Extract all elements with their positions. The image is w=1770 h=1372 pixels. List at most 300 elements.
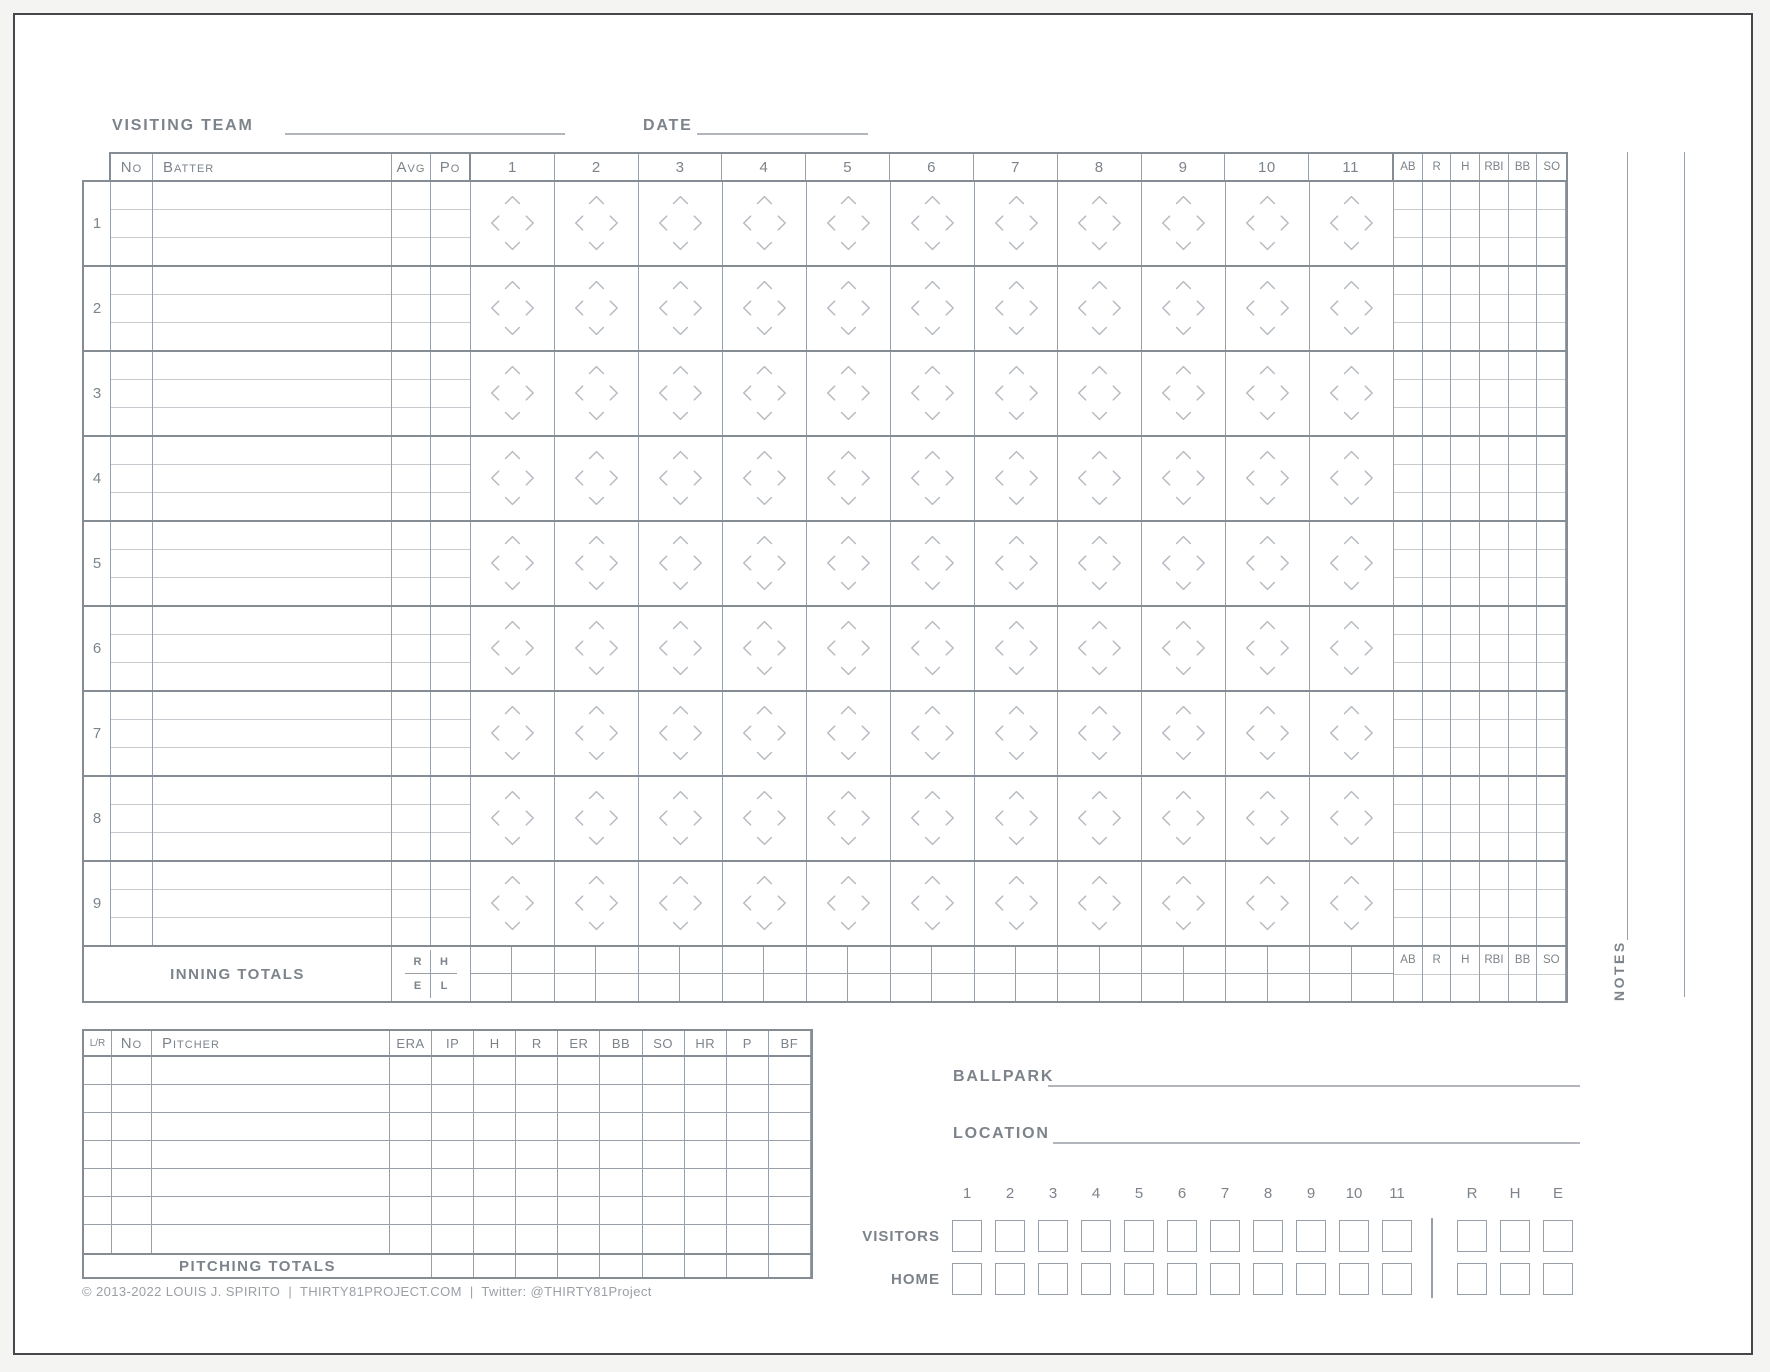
avg-cell[interactable]: [392, 322, 430, 350]
stat-cell[interactable]: [1537, 522, 1565, 549]
stat-cell[interactable]: [1537, 607, 1565, 634]
pitcher-number-cell[interactable]: [112, 1225, 152, 1253]
stat-cell[interactable]: [1480, 607, 1508, 634]
inning-scoring-cell[interactable]: [555, 777, 639, 860]
pitcher-hand-cell[interactable]: [84, 1057, 112, 1084]
inning-scoring-cell[interactable]: [555, 607, 639, 690]
inning-total-subcell[interactable]: [596, 974, 637, 1001]
avg-cell[interactable]: [392, 379, 430, 407]
linescore-inning-box[interactable]: [1296, 1263, 1326, 1295]
inning-scoring-cell[interactable]: [807, 437, 891, 520]
inning-scoring-cell[interactable]: [723, 692, 807, 775]
stat-cell[interactable]: [1509, 322, 1537, 350]
avg-cell[interactable]: [392, 577, 430, 605]
position-cell[interactable]: [431, 267, 470, 294]
inning-scoring-cell[interactable]: [555, 267, 639, 350]
batter-name-cell[interactable]: [153, 832, 391, 860]
stat-cell[interactable]: [1537, 862, 1565, 889]
player-number-cell[interactable]: [111, 407, 152, 435]
pitcher-stat-cell[interactable]: [516, 1141, 558, 1168]
inning-scoring-cell[interactable]: [555, 862, 639, 945]
stat-cell[interactable]: [1480, 522, 1508, 549]
inning-scoring-cell[interactable]: [1226, 862, 1310, 945]
pitcher-stat-cell[interactable]: [516, 1057, 558, 1084]
stat-cell[interactable]: [1394, 692, 1422, 719]
inning-scoring-cell[interactable]: [807, 182, 891, 265]
position-cell[interactable]: [431, 747, 470, 775]
pitcher-stat-cell[interactable]: [390, 1113, 432, 1140]
inning-scoring-cell[interactable]: [471, 182, 555, 265]
stat-cell[interactable]: [1480, 862, 1508, 889]
pitcher-stat-cell[interactable]: [769, 1169, 811, 1196]
inning-scoring-cell[interactable]: [1310, 267, 1394, 350]
pitcher-stat-cell[interactable]: [685, 1057, 727, 1084]
inning-scoring-cell[interactable]: [639, 777, 723, 860]
stat-total-cell[interactable]: [1394, 974, 1422, 1002]
linescore-inning-box[interactable]: [1339, 1263, 1369, 1295]
inning-scoring-cell[interactable]: [975, 352, 1059, 435]
inning-scoring-cell[interactable]: [1142, 182, 1226, 265]
inning-scoring-cell[interactable]: [1142, 777, 1226, 860]
stat-cell[interactable]: [1423, 777, 1451, 804]
linescore-rhe-box[interactable]: [1500, 1263, 1530, 1295]
pitcher-number-cell[interactable]: [112, 1113, 152, 1140]
stat-cell[interactable]: [1394, 522, 1422, 549]
location-input-line[interactable]: [1053, 1142, 1580, 1144]
pitcher-stat-cell[interactable]: [685, 1113, 727, 1140]
stat-total-cell[interactable]: [1509, 974, 1537, 1002]
pitcher-stat-cell[interactable]: [558, 1057, 600, 1084]
pitcher-stat-cell[interactable]: [558, 1141, 600, 1168]
position-cell[interactable]: [431, 862, 470, 889]
inning-scoring-cell[interactable]: [639, 352, 723, 435]
inning-total-subcell[interactable]: [848, 947, 889, 974]
player-number-cell[interactable]: [111, 322, 152, 350]
stat-cell[interactable]: [1451, 719, 1479, 747]
stat-cell[interactable]: [1509, 777, 1537, 804]
position-cell[interactable]: [431, 917, 470, 945]
stat-cell[interactable]: [1423, 549, 1451, 577]
pitcher-stat-cell[interactable]: [643, 1085, 685, 1112]
stat-cell[interactable]: [1423, 267, 1451, 294]
avg-cell[interactable]: [392, 267, 430, 294]
pitcher-stat-cell[interactable]: [727, 1169, 769, 1196]
linescore-inning-box[interactable]: [1081, 1220, 1111, 1252]
stat-cell[interactable]: [1451, 267, 1479, 294]
batter-name-cell[interactable]: [153, 267, 391, 294]
pitcher-number-cell[interactable]: [112, 1141, 152, 1168]
batter-name-cell[interactable]: [153, 719, 391, 747]
inning-total-subcell[interactable]: [1352, 974, 1393, 1001]
linescore-inning-box[interactable]: [995, 1220, 1025, 1252]
inning-scoring-cell[interactable]: [1310, 352, 1394, 435]
stat-cell[interactable]: [1451, 747, 1479, 775]
stat-cell[interactable]: [1480, 634, 1508, 662]
pitcher-stat-cell[interactable]: [643, 1197, 685, 1224]
pitcher-stat-cell[interactable]: [727, 1225, 769, 1253]
inning-scoring-cell[interactable]: [807, 777, 891, 860]
inning-scoring-cell[interactable]: [1310, 522, 1394, 605]
stat-cell[interactable]: [1509, 634, 1537, 662]
inning-total-subcell[interactable]: [1352, 947, 1393, 974]
stat-cell[interactable]: [1480, 692, 1508, 719]
inning-scoring-cell[interactable]: [975, 777, 1059, 860]
stat-cell[interactable]: [1451, 522, 1479, 549]
pitcher-stat-cell[interactable]: [474, 1113, 516, 1140]
pitcher-stat-cell[interactable]: [727, 1141, 769, 1168]
inning-total-subcell[interactable]: [1226, 974, 1267, 1001]
pitcher-stat-cell[interactable]: [727, 1197, 769, 1224]
player-number-cell[interactable]: [111, 209, 152, 237]
pitcher-stat-cell[interactable]: [432, 1169, 474, 1196]
stat-cell[interactable]: [1423, 522, 1451, 549]
batter-name-cell[interactable]: [153, 437, 391, 464]
inning-scoring-cell[interactable]: [639, 437, 723, 520]
linescore-inning-box[interactable]: [1124, 1263, 1154, 1295]
inning-total-subcell[interactable]: [639, 974, 680, 1001]
linescore-inning-box[interactable]: [1296, 1220, 1326, 1252]
pitcher-stat-cell[interactable]: [432, 1113, 474, 1140]
stat-cell[interactable]: [1423, 719, 1451, 747]
inning-total-subcell[interactable]: [1016, 974, 1057, 1001]
stat-cell[interactable]: [1509, 492, 1537, 520]
linescore-rhe-box[interactable]: [1500, 1220, 1530, 1252]
pitcher-stat-cell[interactable]: [474, 1197, 516, 1224]
inning-total-subcell[interactable]: [764, 974, 805, 1001]
batter-name-cell[interactable]: [153, 777, 391, 804]
linescore-inning-box[interactable]: [1210, 1263, 1240, 1295]
pitcher-stat-cell[interactable]: [685, 1141, 727, 1168]
pitcher-stat-cell[interactable]: [432, 1141, 474, 1168]
inning-total-subcell[interactable]: [1142, 974, 1183, 1001]
stat-cell[interactable]: [1537, 237, 1565, 265]
player-number-cell[interactable]: [111, 607, 152, 634]
inning-total-subcell[interactable]: [596, 947, 637, 974]
position-cell[interactable]: [431, 379, 470, 407]
inning-total-subcell[interactable]: [807, 947, 848, 974]
stat-cell[interactable]: [1480, 804, 1508, 832]
avg-cell[interactable]: [392, 719, 430, 747]
stat-cell[interactable]: [1394, 294, 1422, 322]
pitcher-stat-cell[interactable]: [432, 1225, 474, 1253]
stat-cell[interactable]: [1537, 352, 1565, 379]
pitching-total-cell[interactable]: [432, 1255, 474, 1277]
inning-scoring-cell[interactable]: [1226, 692, 1310, 775]
position-cell[interactable]: [431, 522, 470, 549]
inning-scoring-cell[interactable]: [471, 862, 555, 945]
stat-cell[interactable]: [1394, 407, 1422, 435]
stat-cell[interactable]: [1509, 662, 1537, 690]
stat-cell[interactable]: [1509, 917, 1537, 945]
stat-total-cell[interactable]: [1451, 974, 1479, 1002]
stat-cell[interactable]: [1509, 692, 1537, 719]
stat-cell[interactable]: [1537, 437, 1565, 464]
inning-scoring-cell[interactable]: [1310, 777, 1394, 860]
pitcher-stat-cell[interactable]: [474, 1085, 516, 1112]
linescore-rhe-box[interactable]: [1457, 1220, 1487, 1252]
inning-scoring-cell[interactable]: [891, 267, 975, 350]
inning-scoring-cell[interactable]: [807, 522, 891, 605]
stat-cell[interactable]: [1480, 777, 1508, 804]
player-number-cell[interactable]: [111, 634, 152, 662]
pitcher-stat-cell[interactable]: [390, 1225, 432, 1253]
position-cell[interactable]: [431, 634, 470, 662]
inning-total-subcell[interactable]: [1310, 974, 1351, 1001]
inning-scoring-cell[interactable]: [639, 267, 723, 350]
pitcher-name-cell[interactable]: [152, 1169, 390, 1196]
pitcher-stat-cell[interactable]: [769, 1141, 811, 1168]
position-cell[interactable]: [431, 549, 470, 577]
avg-cell[interactable]: [392, 352, 430, 379]
inning-scoring-cell[interactable]: [555, 437, 639, 520]
inning-total-subcell[interactable]: [1184, 974, 1225, 1001]
inning-scoring-cell[interactable]: [555, 522, 639, 605]
stat-cell[interactable]: [1480, 209, 1508, 237]
inning-scoring-cell[interactable]: [891, 607, 975, 690]
linescore-inning-box[interactable]: [1253, 1220, 1283, 1252]
pitcher-stat-cell[interactable]: [727, 1057, 769, 1084]
inning-total-subcell[interactable]: [512, 947, 553, 974]
stat-cell[interactable]: [1451, 862, 1479, 889]
pitcher-stat-cell[interactable]: [685, 1085, 727, 1112]
batter-name-cell[interactable]: [153, 549, 391, 577]
player-number-cell[interactable]: [111, 492, 152, 520]
stat-total-cell[interactable]: [1537, 974, 1565, 1002]
avg-cell[interactable]: [392, 607, 430, 634]
stat-cell[interactable]: [1537, 634, 1565, 662]
stat-cell[interactable]: [1423, 437, 1451, 464]
stat-cell[interactable]: [1537, 777, 1565, 804]
stat-cell[interactable]: [1394, 322, 1422, 350]
inning-total-subcell[interactable]: [1058, 974, 1099, 1001]
inning-total-subcell[interactable]: [1142, 947, 1183, 974]
stat-cell[interactable]: [1509, 237, 1537, 265]
inning-scoring-cell[interactable]: [1226, 182, 1310, 265]
stat-cell[interactable]: [1537, 577, 1565, 605]
inning-scoring-cell[interactable]: [1142, 522, 1226, 605]
inning-scoring-cell[interactable]: [1226, 352, 1310, 435]
inning-total-subcell[interactable]: [975, 947, 1016, 974]
player-number-cell[interactable]: [111, 464, 152, 492]
stat-cell[interactable]: [1537, 294, 1565, 322]
stat-cell[interactable]: [1509, 522, 1537, 549]
avg-cell[interactable]: [392, 662, 430, 690]
pitcher-stat-cell[interactable]: [474, 1057, 516, 1084]
pitcher-hand-cell[interactable]: [84, 1113, 112, 1140]
stat-cell[interactable]: [1480, 352, 1508, 379]
stat-cell[interactable]: [1451, 352, 1479, 379]
pitcher-stat-cell[interactable]: [643, 1169, 685, 1196]
stat-cell[interactable]: [1480, 917, 1508, 945]
inning-scoring-cell[interactable]: [891, 182, 975, 265]
stat-cell[interactable]: [1394, 577, 1422, 605]
inning-scoring-cell[interactable]: [1226, 267, 1310, 350]
stat-cell[interactable]: [1394, 917, 1422, 945]
stat-cell[interactable]: [1451, 577, 1479, 605]
inning-scoring-cell[interactable]: [723, 437, 807, 520]
inning-scoring-cell[interactable]: [1142, 607, 1226, 690]
batter-name-cell[interactable]: [153, 379, 391, 407]
stat-cell[interactable]: [1394, 437, 1422, 464]
stat-cell[interactable]: [1537, 322, 1565, 350]
pitcher-stat-cell[interactable]: [769, 1057, 811, 1084]
position-cell[interactable]: [431, 492, 470, 520]
pitcher-stat-cell[interactable]: [516, 1197, 558, 1224]
pitcher-number-cell[interactable]: [112, 1197, 152, 1224]
linescore-inning-box[interactable]: [952, 1263, 982, 1295]
stat-cell[interactable]: [1537, 832, 1565, 860]
stat-cell[interactable]: [1480, 294, 1508, 322]
player-number-cell[interactable]: [111, 889, 152, 917]
linescore-inning-box[interactable]: [1124, 1220, 1154, 1252]
stat-cell[interactable]: [1509, 379, 1537, 407]
position-cell[interactable]: [431, 662, 470, 690]
inning-scoring-cell[interactable]: [891, 352, 975, 435]
inning-scoring-cell[interactable]: [1058, 607, 1142, 690]
stat-cell[interactable]: [1480, 492, 1508, 520]
player-number-cell[interactable]: [111, 549, 152, 577]
inning-total-subcell[interactable]: [1268, 974, 1309, 1001]
stat-cell[interactable]: [1451, 182, 1479, 209]
player-number-cell[interactable]: [111, 352, 152, 379]
stat-cell[interactable]: [1423, 747, 1451, 775]
avg-cell[interactable]: [392, 492, 430, 520]
position-cell[interactable]: [431, 407, 470, 435]
stat-cell[interactable]: [1394, 237, 1422, 265]
stat-cell[interactable]: [1451, 692, 1479, 719]
linescore-inning-box[interactable]: [1167, 1263, 1197, 1295]
position-cell[interactable]: [431, 719, 470, 747]
pitcher-stat-cell[interactable]: [727, 1113, 769, 1140]
position-cell[interactable]: [431, 832, 470, 860]
pitching-total-cell[interactable]: [643, 1255, 685, 1277]
inning-scoring-cell[interactable]: [639, 607, 723, 690]
inning-scoring-cell[interactable]: [555, 182, 639, 265]
linescore-inning-box[interactable]: [995, 1263, 1025, 1295]
inning-scoring-cell[interactable]: [891, 862, 975, 945]
player-number-cell[interactable]: [111, 747, 152, 775]
pitcher-hand-cell[interactable]: [84, 1169, 112, 1196]
inning-scoring-cell[interactable]: [471, 777, 555, 860]
position-cell[interactable]: [431, 777, 470, 804]
player-number-cell[interactable]: [111, 662, 152, 690]
pitcher-name-cell[interactable]: [152, 1197, 390, 1224]
stat-cell[interactable]: [1394, 862, 1422, 889]
player-number-cell[interactable]: [111, 379, 152, 407]
inning-scoring-cell[interactable]: [723, 607, 807, 690]
pitcher-stat-cell[interactable]: [558, 1225, 600, 1253]
batter-name-cell[interactable]: [153, 577, 391, 605]
stat-cell[interactable]: [1509, 832, 1537, 860]
stat-cell[interactable]: [1480, 662, 1508, 690]
avg-cell[interactable]: [392, 182, 430, 209]
pitcher-stat-cell[interactable]: [600, 1057, 642, 1084]
linescore-inning-box[interactable]: [1339, 1220, 1369, 1252]
inning-scoring-cell[interactable]: [555, 352, 639, 435]
inning-total-subcell[interactable]: [1184, 947, 1225, 974]
stat-cell[interactable]: [1423, 804, 1451, 832]
stat-total-cell[interactable]: [1423, 974, 1451, 1002]
stat-cell[interactable]: [1423, 492, 1451, 520]
stat-cell[interactable]: [1509, 294, 1537, 322]
player-number-cell[interactable]: [111, 692, 152, 719]
pitcher-stat-cell[interactable]: [769, 1225, 811, 1253]
stat-cell[interactable]: [1394, 492, 1422, 520]
inning-scoring-cell[interactable]: [1058, 437, 1142, 520]
inning-scoring-cell[interactable]: [1142, 267, 1226, 350]
player-number-cell[interactable]: [111, 267, 152, 294]
pitcher-hand-cell[interactable]: [84, 1197, 112, 1224]
stat-cell[interactable]: [1509, 607, 1537, 634]
position-cell[interactable]: [431, 437, 470, 464]
avg-cell[interactable]: [392, 862, 430, 889]
inning-total-subcell[interactable]: [471, 947, 512, 974]
inning-total-subcell[interactable]: [932, 974, 973, 1001]
inning-total-subcell[interactable]: [1058, 947, 1099, 974]
stat-cell[interactable]: [1451, 407, 1479, 435]
position-cell[interactable]: [431, 464, 470, 492]
stat-cell[interactable]: [1394, 662, 1422, 690]
stat-cell[interactable]: [1394, 182, 1422, 209]
pitcher-stat-cell[interactable]: [727, 1085, 769, 1112]
pitcher-stat-cell[interactable]: [769, 1085, 811, 1112]
stat-cell[interactable]: [1509, 352, 1537, 379]
stat-cell[interactable]: [1509, 549, 1537, 577]
inning-total-subcell[interactable]: [512, 974, 553, 1001]
player-number-cell[interactable]: [111, 294, 152, 322]
inning-scoring-cell[interactable]: [1310, 607, 1394, 690]
inning-scoring-cell[interactable]: [807, 607, 891, 690]
pitcher-stat-cell[interactable]: [558, 1113, 600, 1140]
inning-scoring-cell[interactable]: [1142, 692, 1226, 775]
stat-cell[interactable]: [1423, 889, 1451, 917]
inning-scoring-cell[interactable]: [1058, 777, 1142, 860]
stat-cell[interactable]: [1509, 182, 1537, 209]
stat-cell[interactable]: [1480, 182, 1508, 209]
pitcher-stat-cell[interactable]: [558, 1085, 600, 1112]
inning-scoring-cell[interactable]: [1058, 182, 1142, 265]
stat-cell[interactable]: [1537, 379, 1565, 407]
player-number-cell[interactable]: [111, 577, 152, 605]
inning-scoring-cell[interactable]: [1058, 352, 1142, 435]
inning-scoring-cell[interactable]: [1226, 777, 1310, 860]
inning-total-subcell[interactable]: [680, 974, 721, 1001]
stat-cell[interactable]: [1537, 464, 1565, 492]
stat-cell[interactable]: [1451, 889, 1479, 917]
batter-name-cell[interactable]: [153, 889, 391, 917]
pitching-total-cell[interactable]: [516, 1255, 558, 1277]
ballpark-input-line[interactable]: [1048, 1085, 1580, 1087]
pitcher-stat-cell[interactable]: [769, 1113, 811, 1140]
inning-scoring-cell[interactable]: [471, 607, 555, 690]
stat-cell[interactable]: [1394, 607, 1422, 634]
batter-name-cell[interactable]: [153, 522, 391, 549]
stat-cell[interactable]: [1423, 662, 1451, 690]
stat-cell[interactable]: [1423, 634, 1451, 662]
stat-cell[interactable]: [1451, 294, 1479, 322]
batter-name-cell[interactable]: [153, 662, 391, 690]
stat-cell[interactable]: [1509, 719, 1537, 747]
avg-cell[interactable]: [392, 522, 430, 549]
player-number-cell[interactable]: [111, 917, 152, 945]
inning-scoring-cell[interactable]: [1058, 692, 1142, 775]
avg-cell[interactable]: [392, 407, 430, 435]
stat-cell[interactable]: [1509, 804, 1537, 832]
stat-cell[interactable]: [1423, 407, 1451, 435]
stat-cell[interactable]: [1509, 407, 1537, 435]
inning-scoring-cell[interactable]: [1310, 692, 1394, 775]
stat-cell[interactable]: [1423, 464, 1451, 492]
